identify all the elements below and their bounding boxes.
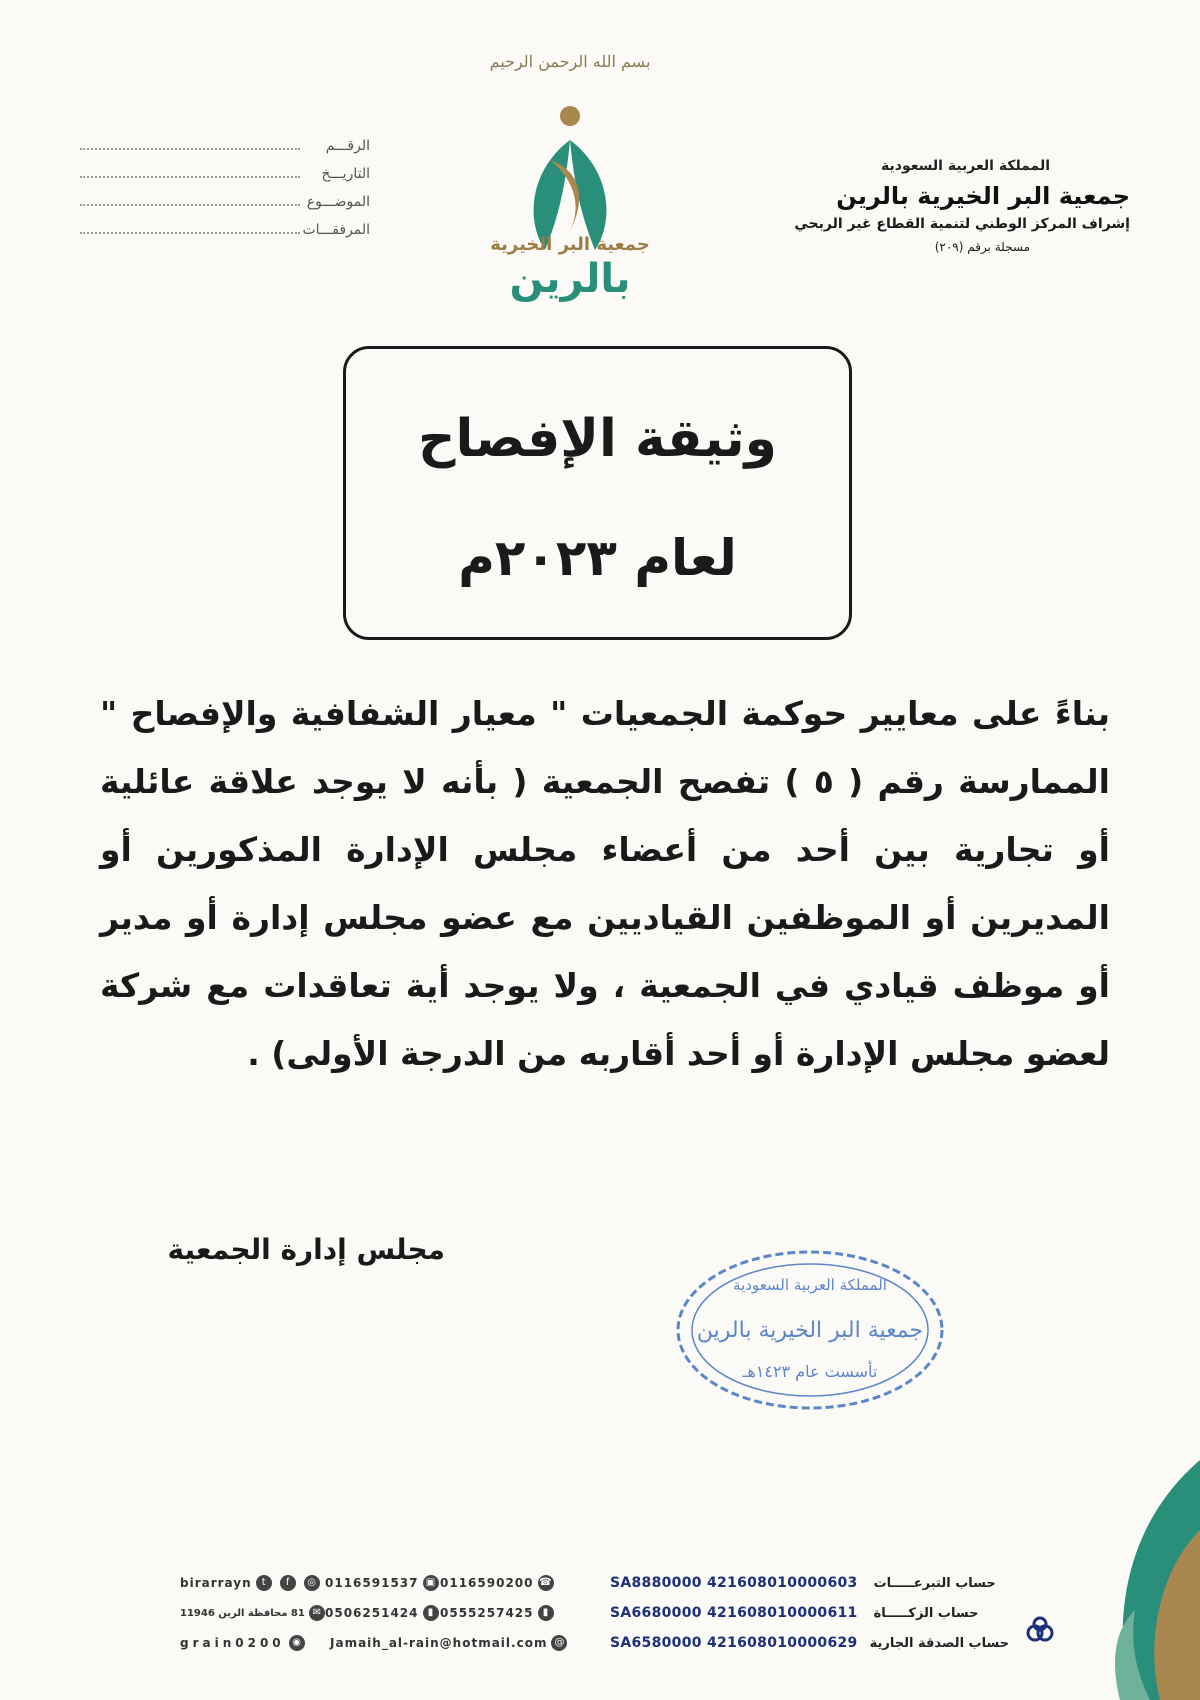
organization-info (730, 158, 1130, 254)
contact-row (440, 1605, 558, 1621)
instagram-icon: ◎ (304, 1575, 320, 1591)
field-label: التاريـــخ (321, 166, 370, 182)
registration-number: مسجلة برقم (٢٠٩) (934, 240, 1030, 254)
account-number: SA6680000 421608010000611 (610, 1605, 858, 1621)
postal-address: 81 محافظة الرين 11946 (180, 1607, 305, 1619)
footer (180, 1575, 1110, 1685)
field-dotted-line (80, 192, 300, 206)
facebook-icon: f (280, 1575, 296, 1591)
field-subject (60, 192, 370, 220)
contact-row (180, 1575, 324, 1591)
logo-title: بالرين (509, 256, 631, 302)
contact-row (325, 1605, 443, 1621)
contact-row (325, 1575, 443, 1591)
mobile-number: 0506251424 (325, 1606, 419, 1620)
stamp-top-text: المملكة العربية السعودية (733, 1276, 887, 1294)
account-row (610, 1635, 1009, 1651)
official-stamp (670, 1245, 950, 1415)
organization-name: جمعية البر الخيرية بالرين (836, 182, 1130, 210)
document-title: وثيقة الإفصاح (418, 409, 777, 469)
field-label: الرقـــم (325, 138, 370, 154)
logo-dot (560, 106, 580, 126)
signature-board: مجلس إدارة الجمعية (167, 1233, 445, 1266)
fax-icon: ▣ (423, 1575, 439, 1591)
account-number: SA8880000 421608010000603 (610, 1575, 858, 1591)
account-label: حساب الزكـــــاة (873, 1605, 979, 1621)
account-label: حساب الصدقة الجارية (869, 1635, 1010, 1651)
email-icon: @ (551, 1635, 567, 1651)
field-date (60, 164, 370, 192)
field-dotted-line (80, 220, 300, 234)
fax-number: 0116591537 (325, 1576, 419, 1590)
phone-number: 0116590200 (440, 1576, 534, 1590)
field-dotted-line (80, 136, 300, 150)
twitter-icon: t (256, 1575, 272, 1591)
mobile-number: 0555257425 (440, 1606, 534, 1620)
reference-fields (60, 136, 370, 248)
account-label: حساب التبرعـــــات (873, 1575, 996, 1591)
logo-subtitle: جمعية البر الخيرية (490, 234, 650, 255)
social-handle: birarrayn (180, 1576, 252, 1590)
account-row (610, 1575, 996, 1591)
contact-row (180, 1605, 329, 1621)
contact-row (440, 1575, 558, 1591)
email-address[interactable]: Jamaih_al-rain@hotmail.com (330, 1636, 548, 1650)
stamp-bottom-text: تأسست عام ١٤٢٣هـ (742, 1362, 878, 1381)
field-label: المرفقـــات (302, 222, 370, 238)
account-row (610, 1605, 978, 1621)
supervision-line: إشراف المركز الوطني لتنمية القطاع غير الربحي (794, 216, 1130, 232)
basmala: بسم الله الرحمن الرحيم (489, 52, 651, 71)
document-year: لعام ٢٠٢٣م (458, 529, 737, 587)
field-number (60, 136, 370, 164)
field-dotted-line (80, 164, 300, 178)
contact-row (330, 1635, 571, 1651)
mail-icon: ✉ (309, 1605, 325, 1621)
contact-row (180, 1635, 309, 1651)
snapchat-icon: ◉ (289, 1635, 305, 1651)
stamp-middle-text: جمعية البر الخيرية بالرين (696, 1318, 924, 1343)
disclosure-paragraph: بناءً على معايير حوكمة الجمعيات " معيار الشفافية والإفصاح " الممارسة رقم ( ٥ ) تفصح الجمعية ( بأنه لا يوجد علاقة عائلية أو تجارية بين أحد من أعضاء مجلس الإدارة المذكورين أو المديرين أو الموظفين القياديين مع عضو مجلس إدارة أو مدير أو موظف قيادي في الجمعية ، ولا يوجد أية تعاقدات مع شركة لعضو مجلس الإدارة أو أحد أقاربه من الدرجة الأولى) . (100, 694, 1110, 1073)
mobile-icon: ▮ (538, 1605, 554, 1621)
title-box (343, 346, 852, 640)
social-handle: grain0200 (180, 1636, 285, 1650)
mobile-icon: ▮ (423, 1605, 439, 1621)
account-number: SA6580000 421608010000629 (610, 1635, 858, 1651)
country-name: المملكة العربية السعودية (881, 158, 1050, 174)
field-label: الموضـــوع (306, 194, 370, 210)
field-attachments (60, 220, 370, 248)
phone-icon: ☎ (538, 1575, 554, 1591)
